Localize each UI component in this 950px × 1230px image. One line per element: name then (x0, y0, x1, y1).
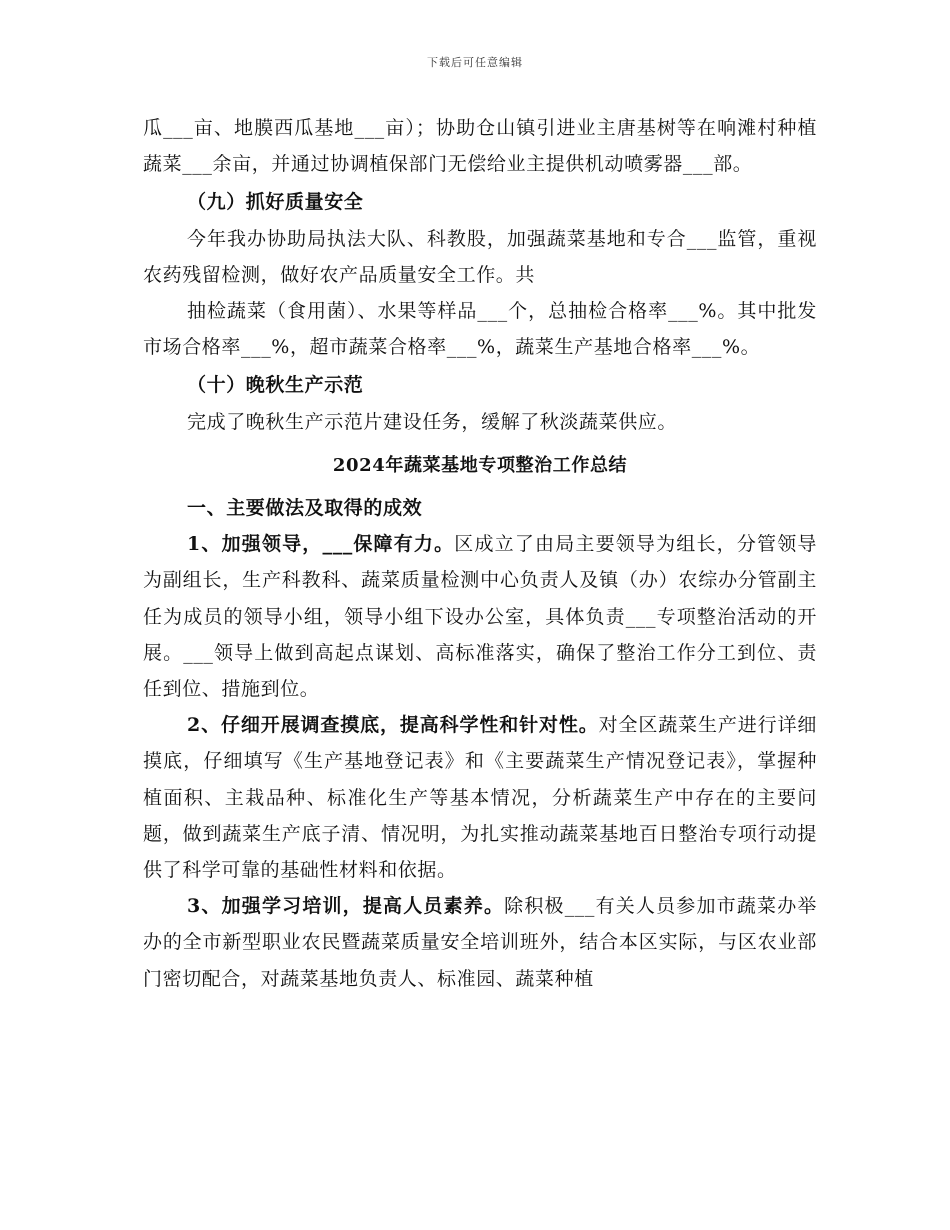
paragraph: 瓜___亩、地膜西瓜基地___亩）；协助仓山镇引进业主唐基树等在响滩村种植蔬菜___余亩，并通过协调植保部门无偿给业主提供机动喷雾器___部。 (143, 117, 817, 176)
paragraph (143, 888, 817, 997)
paragraph-body: 区成立了由局主要领导为组长，分管领导为副组长，生产科教科、蔬菜质量检测中心负责人及镇（办）农综办分管副主任为成员的领导小组，领导小组下设办公室，具体负责___专项整治活动的开展。___领导上做到高起点谋划、高标准落实，确保了整治工作分工到位、责任到位、措施到位。 (143, 533, 817, 701)
header-note: 下载后可任意编辑 (427, 56, 523, 69)
paragraph (143, 526, 817, 707)
section-heading: 一、主要做法及取得的成效 (187, 497, 423, 520)
document-body (143, 110, 817, 997)
paragraph: 今年我办协助局执法大队、科教股，加强蔬菜基地和专合___监管，重视农药残留检测，做好农产品质量安全工作。共 (143, 227, 817, 286)
paragraph-lead: 1、加强领导，___保障有力。 (187, 533, 455, 556)
paragraph-body: 对全区蔬菜生产进行详细摸底，仔细填写《生产基地登记表》和《主要蔬菜生产情况登记表》，掌握种植面积、主栽品种、标准化生产等基本情况，分析蔬菜生产中存在的主要问题，做到蔬菜生产底子清、情况明，为扎实推动蔬菜基地百日整治专项行动提供了科学可靠的基础性材料和依据。 (143, 714, 817, 882)
paragraph (143, 707, 817, 888)
paragraph-lead: 3、加强学习培训，提高人员素养。 (187, 895, 505, 918)
document-title: 2024年蔬菜基地专项整治工作总结 (332, 454, 628, 476)
paragraph-lead: 2、仔细开展调查摸底，提高科学性和针对性。 (187, 714, 599, 737)
paragraph: 抽检蔬菜（食用菌）、水果等样品___个，总抽检合格率___%。其中批发市场合格率___%，超市蔬菜合格率___%，蔬菜生产基地合格率___%。 (143, 300, 817, 359)
section-heading: （十）晚秋生产示范 (187, 374, 364, 397)
section-heading: （九）抓好质量安全 (187, 191, 364, 214)
paragraph-body: 除积极___有关人员参加市蔬菜办举办的全市新型职业农民暨蔬菜质量安全培训班外，结合本区实际，与区农业部门密切配合，对蔬菜基地负责人、标准园、蔬菜种植 (143, 895, 817, 990)
paragraph: 完成了晚秋生产示范片建设任务，缓解了秋淡蔬菜供应。 (187, 410, 678, 433)
